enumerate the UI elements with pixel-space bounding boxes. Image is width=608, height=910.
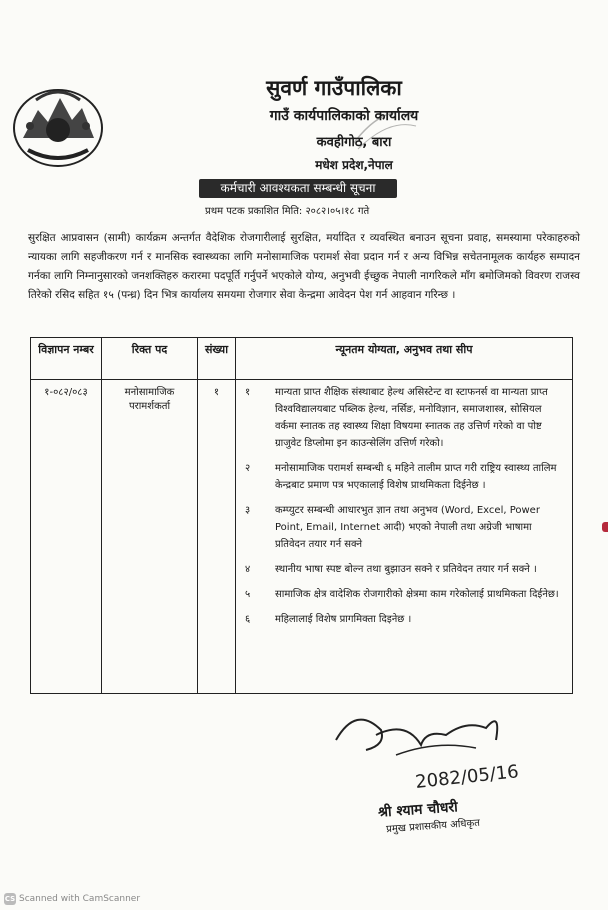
req-number: १ <box>245 387 251 398</box>
notice-label: कर्मचारी आवश्यकता सम्बन्धी सूचना <box>199 179 397 198</box>
office-subtitle: गाउँ कार्यपालिकाको कार्यालय <box>269 108 419 124</box>
office-address: कवहीगोठ, बारा <box>316 135 392 150</box>
cell-ad-no: १-०८२/०८३ <box>31 380 102 694</box>
office-province: मधेश प्रदेश,नेपाल <box>315 158 393 172</box>
edge-marker <box>602 522 608 532</box>
header-count: संख्या <box>198 338 236 380</box>
list-item <box>237 586 571 603</box>
camscanner-logo-icon: CS <box>4 895 16 903</box>
list-item <box>237 502 571 553</box>
list-item <box>237 384 571 452</box>
requirements-list <box>237 384 571 628</box>
published-date: प्रथम पटक प्रकाशित मिति: २०८२।०५।१८ गते <box>205 206 370 217</box>
scanner-footer <box>4 893 140 905</box>
list-item <box>237 561 571 578</box>
req-text: कम्प्युटर सम्बन्धी आधारभुत ज्ञान तथा अनुभव (Word, Excel, Power Point, Email, Internet आदी) भएको नेपाली तथा अग्रेजी भाषामा प्रतिवेदन तयार गर्न सक्ने <box>275 505 540 550</box>
req-text: स्थानीय भाषा स्पष्ट बोल्न तथा बुझाउन सक्ने र प्रतिवेदन तयार गर्न सक्ने । <box>275 564 537 575</box>
cell-count: १ <box>198 380 236 694</box>
req-number: ५ <box>245 589 251 600</box>
req-number: ३ <box>245 505 251 516</box>
table-header-row <box>31 338 573 380</box>
header-ad-no: विज्ञापन नम्बर <box>31 338 102 380</box>
list-item <box>237 611 571 628</box>
req-number: २ <box>245 463 251 474</box>
req-text: मान्यता प्राप्त शैक्षिक संस्थाबाट हेल्थ असिस्टेन्ट वा स्टाफनर्स वा मान्यता प्राप्त विश्वविद्यालयबाट पब्लिक हेल्थ, नर्सिङ, मनोविज्ञान, समाजशास्त्र, सोसियल वर्कमा स्नातक तह स्वास्थ्य शिक्षा विषयमा स्नातक तह उत्तिर्ण गरेको वा पोष्ट ग्राजुवेट डिप्लोमा इन काउन्सेलिंग उत्तिर्ण गरेको। <box>275 387 548 449</box>
req-text: सामाजिक क्षेत्र वादेशिक रोजगारीको क्षेत्रमा काम गरेकोलाई प्राथमिकता दिईनेछ। <box>275 589 559 600</box>
req-text: मनोसामाजिक परामर्श सम्बन्धी ६ महिने तालीम प्राप्त गरी राष्ट्रिय स्वास्थ्य तालिम केन्द्रबाट प्रमाण पत्र भएकालाई विशेष प्राथमिकता दिईनेछ । <box>275 463 557 491</box>
cell-requirements <box>236 380 573 694</box>
office-title: सुवर्ण गाउँपालिका <box>266 76 402 100</box>
scanner-footer-text: Scanned with CamScanner <box>19 894 141 904</box>
vacancy-table <box>30 337 573 694</box>
req-text: महिलालाई विशेष प्रागमिक्ता दिइनेछ । <box>275 614 412 625</box>
signature-date: 2082/05/16 <box>414 761 520 793</box>
header-post: रिक्त पद <box>102 338 198 380</box>
signatory-title: प्रमुख प्रशासकीय अधिकृत <box>385 817 481 836</box>
intro-paragraph: सुरक्षित आप्रवासन (सामी) कार्यक्रम अन्तर्गत वैदेशिक रोजगारीलाई सुरक्षित, मर्यादित र व्यवस्थित बनाउन सूचना प्रवाह, समस्यामा परेकाहरुको न्यायका लागि सहजीकरण गर्न र मानसिक स्वास्थ्यका लागि मनोसामाजिक परामर्श सेवा प्रदान गर्न र अन्य विभिन्न सचेतनामूलक कार्यहरु सम्पादन गर्नका लागि निम्नानुसारको जनशक्तिहरु करारमा पदपूर्ति गर्नुपर्ने भएकोले योग्य, अनुभवी ईच्छुक नेपाली नागरिकले माँग बमोजिमको विवरण राजस्व तिरेको रसिद सहित १५ (पन्ध्र) दिन भित्र कार्यालय समयमा रोजगार सेवा केन्द्रमा आवेदन पेश गर्न आहवान गरिन्छ । <box>28 232 580 301</box>
signature-icon <box>326 700 566 795</box>
table-row <box>31 380 573 694</box>
req-number: ६ <box>245 614 251 625</box>
signatory-name: श्री श्याम चौधरी <box>377 799 459 821</box>
received-stamp-icon <box>348 104 418 154</box>
header-requirements: न्यूनतम योग्यता, अनुभव तथा सीप <box>236 338 573 380</box>
req-number: ४ <box>245 564 251 575</box>
list-item <box>237 460 571 494</box>
cell-post: मनोसामाजिक परामर्शकर्ता <box>102 380 198 694</box>
